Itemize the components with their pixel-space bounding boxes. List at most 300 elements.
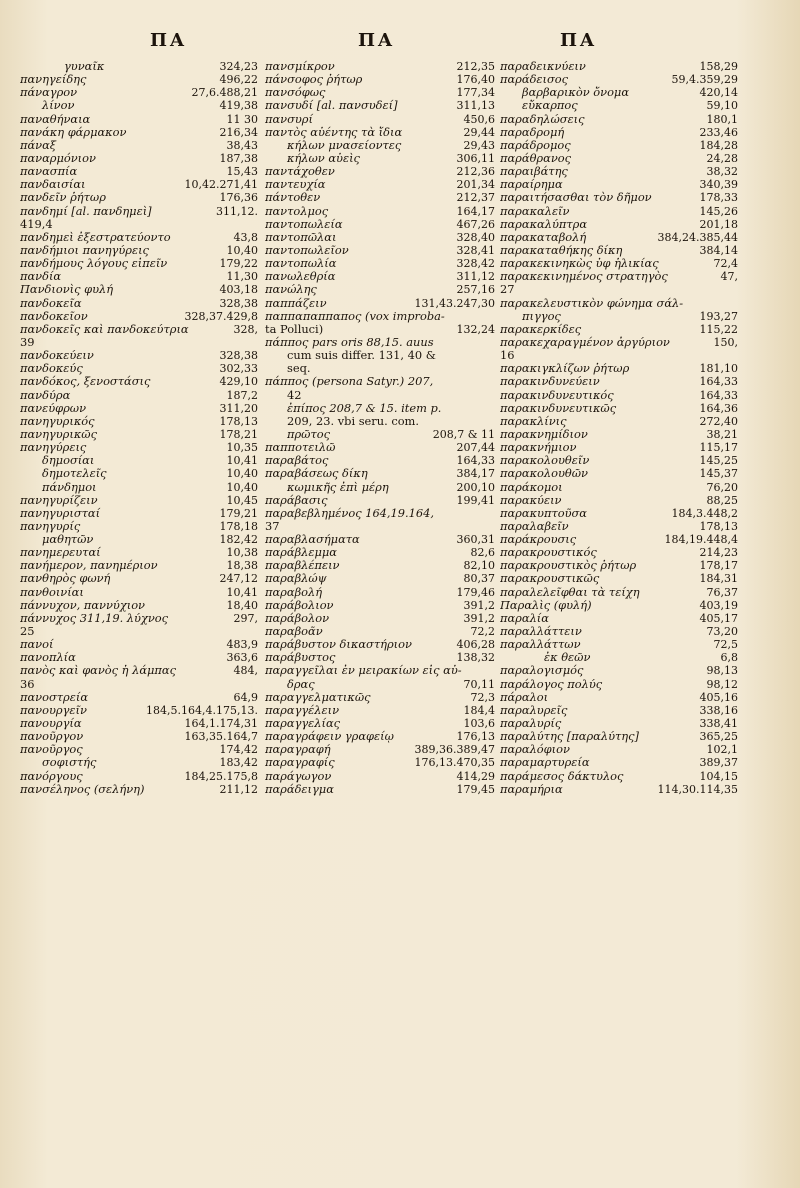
index-entry (500, 467, 738, 480)
entry-term: πανὸς καὶ φανὸς ἡ λάμπας (20, 664, 176, 678)
entry-term: παραγγελίας (265, 717, 341, 731)
entry-term: πάναξ (20, 138, 57, 152)
entry-reference: 496,22 (219, 73, 258, 87)
entry-reference: 184,3.448,2 (671, 506, 738, 520)
entry-term: πανηγυρίς (20, 519, 81, 533)
entry-reference: 384,14 (699, 243, 738, 257)
entry-reference: 10,40 (226, 480, 258, 494)
index-entry (500, 783, 738, 796)
entry-term: παραδεικνύειν (500, 60, 586, 73)
index-entry (500, 99, 738, 112)
entry-reference: 405,16 (699, 690, 738, 704)
entry-term: 25 (20, 625, 35, 639)
entry-term: πανηγύρεις (20, 441, 87, 455)
index-entry (500, 533, 738, 546)
entry-term: παράδεισος (500, 73, 569, 87)
entry-reference: 338,41 (699, 717, 738, 731)
entry-reference: 163,35.164,7 (184, 730, 258, 744)
index-entry (500, 205, 738, 218)
entry-reference: 164,33 (699, 375, 738, 389)
entry-term: παρακαταθήκης δίκη (500, 243, 623, 257)
index-entry (265, 454, 495, 467)
entry-term: πιγγος (522, 309, 561, 323)
entry-term: παντάχοθεν (265, 165, 335, 179)
index-entry (265, 572, 495, 585)
entry-reference: 176,13.470,35 (414, 756, 495, 770)
entry-term: πανόργους (20, 769, 83, 783)
index-entry (20, 139, 258, 152)
entry-reference: 311,20 (219, 401, 258, 415)
entry-reference: 328,41 (456, 243, 495, 257)
entry-reference: 178,13 (219, 414, 258, 428)
entry-reference: 164,1.174,31 (184, 717, 258, 731)
index-entry (265, 664, 495, 677)
index-entry (265, 336, 495, 349)
index-entry (265, 559, 495, 572)
entry-term: παραγραφή (265, 743, 331, 757)
entry-reference: 24,28 (706, 151, 738, 165)
entry-term: πανδόκος, ξενοστάσις (20, 375, 151, 389)
index-entry (500, 441, 738, 454)
index-entry (265, 297, 495, 310)
entry-reference: 183,42 (219, 756, 258, 770)
entry-term: κήλων αὐεὶς (287, 151, 360, 165)
entry-term: παραλύτης [παραλύτης] (500, 730, 639, 744)
entry-term: παράκομοι (500, 480, 563, 494)
index-entry (20, 349, 258, 362)
index-entry (20, 336, 258, 349)
entry-term: παραγγεῖλαι ἐν μειρακίων εἰς αὐ- (265, 664, 462, 678)
entry-term: seq. (287, 362, 311, 376)
entry-reference: 182,42 (219, 533, 258, 547)
entry-term: παράβολιον (265, 598, 334, 612)
entry-term: πανδεῖν ῥήτωρ (20, 191, 106, 205)
index-entry (500, 638, 738, 651)
entry-reference: 297, (233, 611, 258, 625)
entry-term: παρακαλεῖν (500, 204, 570, 218)
index-entry (265, 730, 495, 743)
entry-reference: 181,10 (699, 362, 738, 376)
entry-term: 39 (20, 335, 35, 349)
entry-reference: 10,38 (226, 546, 258, 560)
index-entry (20, 244, 258, 257)
entry-reference: 233,46 (699, 125, 738, 139)
entry-reference: 429,10 (219, 375, 258, 389)
entry-term: πανδύρα (20, 388, 71, 402)
index-entry (500, 586, 738, 599)
entry-reference: 328,37.429,8 (184, 309, 258, 323)
entry-reference: 131,43.247,30 (414, 296, 495, 310)
index-entry (20, 297, 258, 310)
entry-term: παρακινδυνευτικός (500, 388, 614, 402)
index-entry (265, 625, 495, 638)
entry-reference: 104,15 (699, 769, 738, 783)
entry-term: παράβυστον δικαστήριον (265, 638, 412, 652)
entry-term: Παραλὶς (φυλή) (500, 598, 592, 612)
index-entry (500, 244, 738, 257)
entry-term: πανοῦργον (20, 730, 84, 744)
index-entry (265, 244, 495, 257)
index-entry (265, 73, 495, 86)
index-entry (20, 586, 258, 599)
index-entry (20, 664, 258, 677)
index-entry (500, 362, 738, 375)
index-entry (20, 415, 258, 428)
index-entry (500, 756, 738, 769)
index-entry (20, 152, 258, 165)
entry-reference: 164,36 (699, 401, 738, 415)
index-entry (20, 283, 258, 296)
entry-reference: 311,12 (456, 270, 495, 284)
index-entry (500, 283, 738, 296)
index-entry (500, 546, 738, 559)
entry-term: παρακεκινηκὼς ὑφ ἡλικίας (500, 257, 659, 271)
entry-term: παραιτήσασθαι τὸν δῆμον (500, 191, 652, 205)
entry-reference: 15,43 (226, 165, 258, 179)
index-entry (20, 310, 258, 323)
entry-reference: 115,17 (699, 441, 738, 455)
index-entry (265, 191, 495, 204)
entry-reference: 328,38 (219, 296, 258, 310)
entry-term: πάππος pars oris 88,15. auus (265, 335, 434, 349)
index-entry (20, 494, 258, 507)
entry-term: παρακρουστικός (500, 546, 597, 560)
index-entry (20, 257, 258, 270)
entry-reference: 114,30.114,35 (657, 782, 738, 796)
index-entry (500, 415, 738, 428)
entry-reference: 403,19 (699, 598, 738, 612)
entry-term: παράμεσος δάκτυλος (500, 769, 624, 783)
index-entry (500, 270, 738, 283)
entry-reference: 76,20 (706, 480, 738, 494)
index-entry (265, 257, 495, 270)
index-entry (20, 99, 258, 112)
entry-reference: 338,16 (699, 703, 738, 717)
entry-term: πανδοκεύς (20, 362, 83, 376)
entry-reference: 176,36 (219, 191, 258, 205)
entry-reference: 384,17 (456, 467, 495, 481)
entry-reference: 102,1 (706, 743, 738, 757)
index-entry (265, 389, 495, 402)
entry-term: 419,4 (20, 217, 53, 231)
index-entry (265, 586, 495, 599)
entry-term: παρακνημίδιον (500, 427, 588, 441)
entry-reference: 29,43 (463, 138, 495, 152)
entry-term: δημοτελεῖς (42, 467, 107, 481)
index-entry (500, 165, 738, 178)
entry-term: σοφιστής (42, 756, 97, 770)
index-entry (500, 113, 738, 126)
entry-reference: 10,41 (226, 585, 258, 599)
entry-term: 16 (500, 349, 515, 363)
index-entry (265, 323, 495, 336)
index-entry (20, 507, 258, 520)
entry-reference: 164,33 (699, 388, 738, 402)
entry-reference: 406,28 (456, 638, 495, 652)
entry-reference: 419,38 (219, 99, 258, 113)
entry-term: παρακύειν (500, 493, 562, 507)
entry-reference: 257,16 (456, 283, 495, 297)
index-entry (20, 73, 258, 86)
entry-term: παραμαρτυρεία (500, 756, 590, 770)
entry-term: πάνδημοι (42, 480, 97, 494)
index-entry (265, 310, 495, 323)
entry-term: παράθρανος (500, 151, 571, 165)
index-entry (265, 770, 495, 783)
entry-term: παράβολον (265, 611, 330, 625)
entry-term: παραίρημα (500, 178, 563, 192)
index-entry (500, 375, 738, 388)
index-entry (500, 743, 738, 756)
entry-reference: 187,38 (219, 151, 258, 165)
entry-reference: 391,2 (463, 598, 495, 612)
entry-term: πανδοκεῖον (20, 309, 88, 323)
entry-term: παντολμος (265, 204, 329, 218)
index-entry (500, 572, 738, 585)
entry-reference: 98,12 (706, 677, 738, 691)
entry-reference: 214,23 (699, 546, 738, 560)
index-entry (265, 783, 495, 796)
entry-term: παρακελευστικὸν φώνημα σάλ- (500, 296, 684, 310)
index-entry (265, 86, 495, 99)
entry-term: πανηγυρικός (20, 414, 95, 428)
entry-term: πανδήμιοι πανηγύρεις (20, 243, 149, 257)
entry-reference: 164,17 (456, 204, 495, 218)
index-entry (265, 494, 495, 507)
index-entry (265, 349, 495, 362)
entry-term: πανεύφρων (20, 401, 87, 415)
index-entry (265, 441, 495, 454)
entry-term: πανοῦργος (20, 743, 83, 757)
index-entry (500, 389, 738, 402)
index-entry (20, 717, 258, 730)
entry-term: 27 (500, 283, 515, 297)
entry-reference: 211,12 (219, 782, 258, 796)
entry-term: γυναῖκ (64, 60, 105, 73)
index-entry (265, 218, 495, 231)
entry-term: παραιβάτης (500, 165, 568, 179)
entry-reference: 184,19.448,4 (664, 533, 738, 547)
entry-reference: 10,35 (226, 441, 258, 455)
entry-term: πανδοκεῖα (20, 296, 82, 310)
entry-reference: 98,13 (706, 664, 738, 678)
index-entry (500, 612, 738, 625)
entry-term: πανσέληνος (σελήνη) (20, 782, 145, 796)
index-entry (500, 664, 738, 677)
entry-term: παράκρουσις (500, 533, 577, 547)
entry-term: παραβάτος (265, 454, 329, 468)
entry-term: παρακνήμιον (500, 441, 577, 455)
entry-reference: 360,31 (456, 533, 495, 547)
entry-reference: 179,46 (456, 585, 495, 599)
entry-term: παναρμόνιον (20, 151, 96, 165)
entry-reference: 483,9 (226, 638, 258, 652)
entry-term: βαρβαρικὸν ὄνομα (522, 86, 630, 100)
index-entry (20, 691, 258, 704)
entry-term: πανημερευταί (20, 546, 101, 560)
entry-reference: 201,18 (699, 217, 738, 231)
entry-reference: 389,37 (699, 756, 738, 770)
index-entry (20, 533, 258, 546)
entry-reference: 70,11 (463, 677, 495, 691)
entry-term: παρακινδυνευτικῶς (500, 401, 617, 415)
entry-term: παραβολή (265, 585, 323, 599)
index-entry (265, 205, 495, 218)
index-entry (265, 638, 495, 651)
index-entry (265, 756, 495, 769)
entry-reference: 164,33 (456, 454, 495, 468)
entry-reference: 180,1 (706, 112, 738, 126)
index-entry (500, 625, 738, 638)
entry-term: παράδρομος (500, 138, 571, 152)
entry-reference: 38,32 (706, 165, 738, 179)
index-column-right (500, 60, 738, 796)
index-entry (20, 467, 258, 480)
index-entry (265, 231, 495, 244)
entry-reference: 64,9 (233, 690, 258, 704)
entry-reference: 29,44 (463, 125, 495, 139)
entry-reference: 311,12. (216, 204, 258, 218)
entry-term: ἐκ θεῶν (544, 651, 591, 665)
entry-reference: 6,8 (720, 651, 738, 665)
index-entry (20, 441, 258, 454)
entry-reference: 82,10 (463, 559, 495, 573)
entry-reference: 328,38 (219, 349, 258, 363)
index-entry (500, 651, 738, 664)
entry-reference: 405,17 (699, 611, 738, 625)
entry-term: εὔκαρπος (522, 99, 578, 113)
entry-term: πανδοκεῖς καὶ πανδοκεύτρια (20, 322, 189, 336)
entry-reference: 10,40 (226, 243, 258, 257)
entry-reference: 450,6 (463, 112, 495, 126)
index-entry (265, 152, 495, 165)
entry-term: παράβλεμμα (265, 546, 337, 560)
entry-reference: 47, (720, 270, 738, 284)
index-entry (20, 783, 258, 796)
entry-term: πανηγυρισταί (20, 506, 101, 520)
entry-term: παντοπωλεία (265, 217, 343, 231)
index-entry (265, 165, 495, 178)
entry-term: παραβάσεως δίκη (265, 467, 368, 481)
index-entry (20, 191, 258, 204)
entry-reference: 76,37 (706, 585, 738, 599)
entry-term: παραλλάττων (500, 638, 581, 652)
entry-term: πανοπλία (20, 651, 76, 665)
entry-term: πανδήμους λόγους εἰπεῖν (20, 257, 168, 271)
entry-reference: 212,37 (456, 191, 495, 205)
entry-reference: 82,6 (470, 546, 495, 560)
index-entry (500, 717, 738, 730)
entry-reference: 145,25 (699, 454, 738, 468)
index-entry (265, 139, 495, 152)
index-entry (20, 572, 258, 585)
entry-reference: 10,45 (226, 493, 258, 507)
index-entry (20, 481, 258, 494)
entry-term: παραλαβεῖν (500, 519, 569, 533)
entry-term: πανηγυρίζειν (20, 493, 98, 507)
entry-term: παραβλώψ (265, 572, 327, 586)
entry-reference: 179,45 (456, 782, 495, 796)
index-entry (500, 559, 738, 572)
entry-reference: 363,6 (226, 651, 258, 665)
index-entry (500, 86, 738, 99)
entry-term: παρακαλύπτρα (500, 217, 588, 231)
entry-reference: 177,34 (456, 86, 495, 100)
entry-reference: 43,8 (233, 230, 258, 244)
index-entry (20, 520, 258, 533)
entry-reference: 389,36.389,47 (414, 743, 495, 757)
entry-term: ἐπίπος 208,7 & 15. item p. (287, 401, 442, 415)
entry-reference: 311,13 (456, 99, 495, 113)
entry-reference: 184,31 (699, 572, 738, 586)
entry-term: πανωλεθρία (265, 270, 336, 284)
index-entry (20, 323, 258, 336)
entry-reference: 365,25 (699, 730, 738, 744)
entry-reference: 11 30 (226, 112, 258, 126)
entry-term: παράλογος πολύς (500, 677, 603, 691)
entry-term: 209, 23. vbi seru. com. (287, 414, 419, 428)
index-entry (20, 362, 258, 375)
entry-term: πάννυχον, παννύχιον (20, 598, 145, 612)
index-entry (500, 770, 738, 783)
index-entry (20, 770, 258, 783)
index-entry (500, 349, 738, 362)
entry-term: πανώλης (265, 283, 317, 297)
index-entry (500, 231, 738, 244)
index-entry (265, 704, 495, 717)
entry-term: παραλυρεῖς (500, 703, 568, 717)
index-entry (20, 625, 258, 638)
index-entry (20, 651, 258, 664)
entry-reference: 115,22 (699, 322, 738, 336)
index-entry (500, 402, 738, 415)
entry-term: παρακεκινημένος στρατηγὸς (500, 270, 668, 284)
entry-reference: 174,42 (219, 743, 258, 757)
index-entry (20, 270, 258, 283)
index-entry (265, 481, 495, 494)
entry-term: πανδαισίαι (20, 178, 86, 192)
entry-reference: 216,34 (219, 125, 258, 139)
index-entry (500, 599, 738, 612)
index-entry (20, 638, 258, 651)
index-entry (20, 678, 258, 691)
index-entry (20, 389, 258, 402)
entry-term: πανσυρί (265, 112, 313, 126)
entry-term: πανηγείδης (20, 73, 87, 87)
entry-reference: 193,27 (699, 309, 738, 323)
entry-reference: 80,37 (463, 572, 495, 586)
entry-term: πάννυχος 311,19. λύχνος (20, 611, 169, 625)
entry-reference: 207,44 (456, 441, 495, 455)
index-entry (500, 454, 738, 467)
entry-reference: 212,35 (456, 60, 495, 73)
entry-term: λίνον (42, 99, 75, 113)
entry-term: πρῶτος (287, 427, 331, 441)
index-entry (500, 691, 738, 704)
entry-term: πανσόφως (265, 86, 326, 100)
entry-reference: 272,40 (699, 414, 738, 428)
entry-reference: 176,40 (456, 73, 495, 87)
entry-term: πανηγυρικῶς (20, 427, 97, 441)
entry-term: παραδηλώσεις (500, 112, 585, 126)
entry-term: παρακαταβολή (500, 230, 587, 244)
entry-term: πανήμερον, πανημέριον (20, 559, 158, 573)
entry-term: παραλελεῖφθαι τὰ τείχη (500, 585, 640, 599)
entry-reference: 73,20 (706, 625, 738, 639)
entry-term: παρακρουστικῶς (500, 572, 600, 586)
index-entry (20, 756, 258, 769)
index-entry (20, 599, 258, 612)
